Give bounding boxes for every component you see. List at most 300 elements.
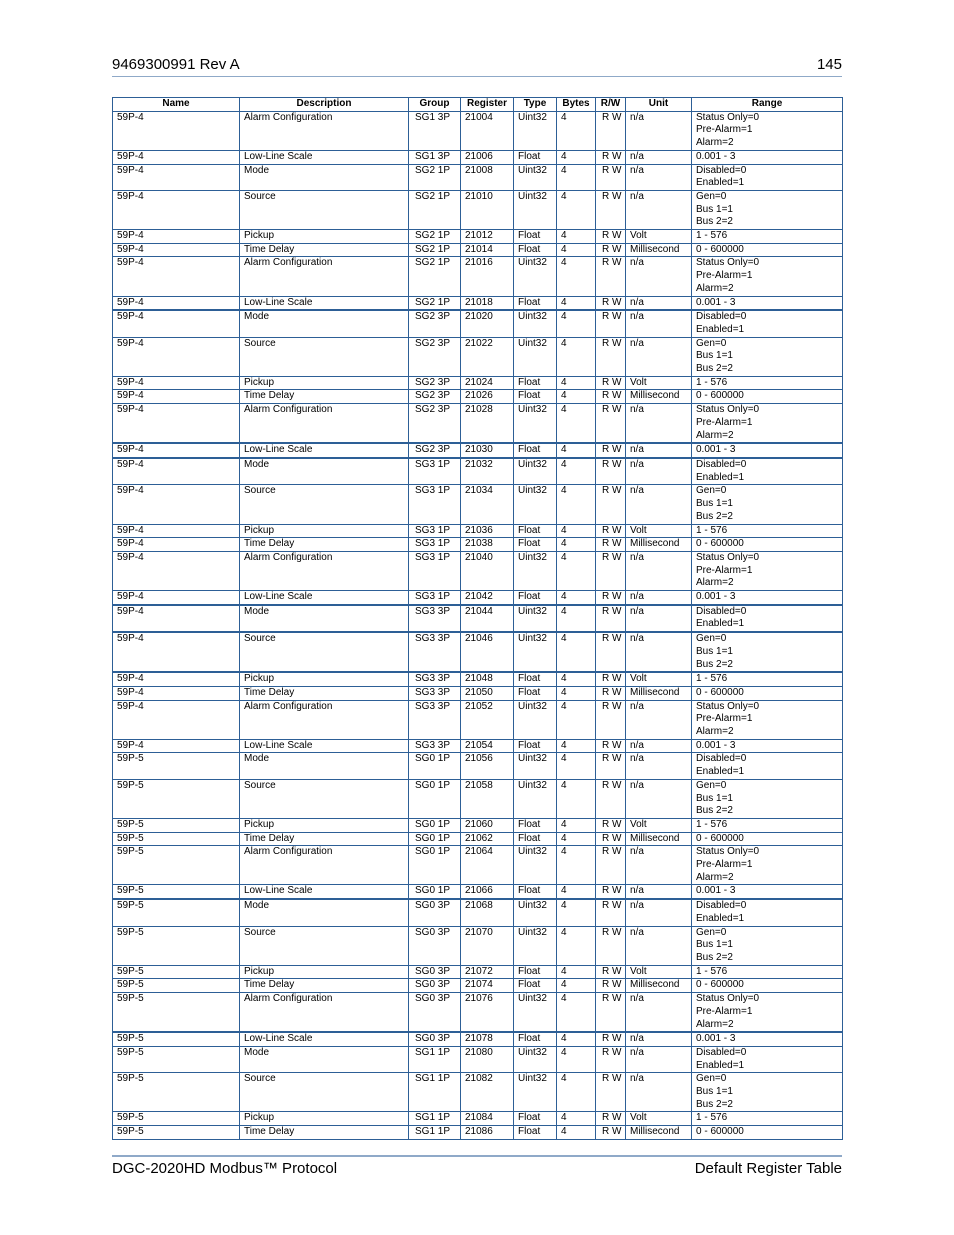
- cell-range: 0 - 600000: [692, 979, 843, 993]
- col-header-register: Register: [461, 98, 514, 112]
- cell-unit: n/a: [626, 779, 692, 818]
- cell-name: 59P-4: [113, 296, 240, 310]
- cell-type: Uint32: [514, 485, 557, 524]
- table-row: [113, 404, 843, 444]
- cell-rw: R W: [596, 753, 626, 779]
- cell-group: SG2 1P: [409, 190, 461, 229]
- cell-type: Float: [514, 1112, 557, 1126]
- cell-description: Time Delay: [240, 243, 409, 257]
- cell-bytes: 4: [557, 979, 596, 993]
- cell-range: 1 - 576: [692, 818, 843, 832]
- cell-type: Uint32: [514, 993, 557, 1033]
- cell-name: 59P-4: [113, 230, 240, 244]
- cell-group: SG3 3P: [409, 686, 461, 700]
- cell-description: Time Delay: [240, 1126, 409, 1140]
- cell-type: Float: [514, 591, 557, 605]
- cell-register: 21048: [461, 672, 514, 686]
- cell-group: SG3 3P: [409, 672, 461, 686]
- table-row: [113, 1032, 843, 1046]
- cell-group: SG1 1P: [409, 1112, 461, 1126]
- cell-rw: R W: [596, 739, 626, 753]
- cell-range: 0.001 - 3: [692, 1032, 843, 1046]
- cell-bytes: 4: [557, 296, 596, 310]
- cell-register: 21018: [461, 296, 514, 310]
- cell-range: Status Only=0 Pre-Alarm=1 Alarm=2: [692, 257, 843, 296]
- table-row: [113, 296, 843, 310]
- cell-register: 21076: [461, 993, 514, 1033]
- cell-type: Float: [514, 885, 557, 899]
- cell-register: 21046: [461, 632, 514, 672]
- cell-description: Alarm Configuration: [240, 993, 409, 1033]
- footer-rule: [112, 1155, 842, 1157]
- cell-rw: R W: [596, 443, 626, 458]
- cell-unit: Millisecond: [626, 538, 692, 552]
- cell-group: SG0 3P: [409, 993, 461, 1033]
- cell-group: SG0 1P: [409, 832, 461, 846]
- cell-range: 0 - 600000: [692, 1126, 843, 1140]
- col-header-bytes: Bytes: [557, 98, 596, 112]
- cell-description: Time Delay: [240, 538, 409, 552]
- cell-range: Status Only=0 Pre-Alarm=1 Alarm=2: [692, 404, 843, 444]
- cell-group: SG0 3P: [409, 1032, 461, 1046]
- header-rule: [112, 76, 842, 77]
- cell-unit: n/a: [626, 190, 692, 229]
- cell-range: Gen=0 Bus 1=1 Bus 2=2: [692, 485, 843, 524]
- table-row: [113, 150, 843, 164]
- cell-rw: R W: [596, 1046, 626, 1072]
- cell-group: SG2 1P: [409, 164, 461, 190]
- cell-unit: n/a: [626, 926, 692, 965]
- cell-description: Low-Line Scale: [240, 1032, 409, 1046]
- cell-register: 21032: [461, 458, 514, 485]
- table-row: [113, 538, 843, 552]
- cell-description: Pickup: [240, 524, 409, 538]
- cell-rw: R W: [596, 376, 626, 390]
- cell-rw: R W: [596, 337, 626, 376]
- cell-group: SG0 1P: [409, 753, 461, 779]
- cell-type: Float: [514, 443, 557, 458]
- cell-bytes: 4: [557, 739, 596, 753]
- cell-register: 21038: [461, 538, 514, 552]
- cell-description: Mode: [240, 899, 409, 926]
- cell-range: 1 - 576: [692, 672, 843, 686]
- cell-range: 0.001 - 3: [692, 885, 843, 899]
- table-row: [113, 686, 843, 700]
- cell-bytes: 4: [557, 243, 596, 257]
- cell-group: SG2 1P: [409, 296, 461, 310]
- cell-group: SG2 3P: [409, 390, 461, 404]
- cell-register: 21022: [461, 337, 514, 376]
- cell-register: 21052: [461, 700, 514, 739]
- cell-register: 21054: [461, 739, 514, 753]
- cell-bytes: 4: [557, 1032, 596, 1046]
- cell-range: Disabled=0 Enabled=1: [692, 164, 843, 190]
- cell-unit: n/a: [626, 591, 692, 605]
- cell-register: 21042: [461, 591, 514, 605]
- cell-register: 21034: [461, 485, 514, 524]
- cell-name: 59P-5: [113, 779, 240, 818]
- cell-rw: R W: [596, 1112, 626, 1126]
- cell-name: 59P-4: [113, 443, 240, 458]
- cell-register: 21070: [461, 926, 514, 965]
- table-row: [113, 443, 843, 458]
- cell-name: 59P-4: [113, 243, 240, 257]
- col-header-type: Type: [514, 98, 557, 112]
- cell-range: 1 - 576: [692, 230, 843, 244]
- cell-name: 59P-4: [113, 739, 240, 753]
- table-row: [113, 310, 843, 337]
- cell-name: 59P-5: [113, 846, 240, 885]
- cell-name: 59P-4: [113, 700, 240, 739]
- cell-bytes: 4: [557, 164, 596, 190]
- cell-unit: n/a: [626, 739, 692, 753]
- cell-name: 59P-4: [113, 190, 240, 229]
- cell-rw: R W: [596, 404, 626, 444]
- cell-bytes: 4: [557, 846, 596, 885]
- cell-range: 1 - 576: [692, 965, 843, 979]
- table-row: [113, 753, 843, 779]
- cell-description: Time Delay: [240, 832, 409, 846]
- cell-unit: Millisecond: [626, 686, 692, 700]
- cell-group: SG3 3P: [409, 739, 461, 753]
- cell-unit: n/a: [626, 1046, 692, 1072]
- cell-unit: n/a: [626, 551, 692, 590]
- cell-unit: Millisecond: [626, 390, 692, 404]
- cell-name: 59P-4: [113, 551, 240, 590]
- cell-type: Uint32: [514, 458, 557, 485]
- table-row: [113, 832, 843, 846]
- cell-rw: R W: [596, 965, 626, 979]
- cell-description: Source: [240, 190, 409, 229]
- cell-description: Pickup: [240, 230, 409, 244]
- cell-bytes: 4: [557, 458, 596, 485]
- table-row: [113, 111, 843, 150]
- cell-range: 0 - 600000: [692, 243, 843, 257]
- cell-register: 21020: [461, 310, 514, 337]
- cell-type: Uint32: [514, 700, 557, 739]
- cell-range: 0 - 600000: [692, 538, 843, 552]
- cell-range: 1 - 576: [692, 376, 843, 390]
- cell-description: Alarm Configuration: [240, 404, 409, 444]
- cell-register: 21024: [461, 376, 514, 390]
- cell-range: 0 - 600000: [692, 832, 843, 846]
- cell-description: Mode: [240, 458, 409, 485]
- cell-type: Uint32: [514, 310, 557, 337]
- cell-bytes: 4: [557, 605, 596, 632]
- cell-group: SG0 1P: [409, 818, 461, 832]
- cell-rw: R W: [596, 899, 626, 926]
- cell-name: 59P-5: [113, 1126, 240, 1140]
- cell-rw: R W: [596, 296, 626, 310]
- table-row: [113, 591, 843, 605]
- cell-name: 59P-5: [113, 1046, 240, 1072]
- cell-register: 21028: [461, 404, 514, 444]
- cell-name: 59P-4: [113, 404, 240, 444]
- cell-bytes: 4: [557, 538, 596, 552]
- cell-group: SG3 1P: [409, 551, 461, 590]
- cell-type: Uint32: [514, 846, 557, 885]
- cell-description: Low-Line Scale: [240, 885, 409, 899]
- cell-bytes: 4: [557, 551, 596, 590]
- cell-bytes: 4: [557, 443, 596, 458]
- cell-description: Mode: [240, 753, 409, 779]
- cell-rw: R W: [596, 164, 626, 190]
- cell-bytes: 4: [557, 672, 596, 686]
- cell-bytes: 4: [557, 230, 596, 244]
- table-row: [113, 376, 843, 390]
- table-row: [113, 632, 843, 672]
- cell-register: 21068: [461, 899, 514, 926]
- col-header-range: Range: [692, 98, 843, 112]
- cell-description: Mode: [240, 164, 409, 190]
- cell-unit: n/a: [626, 700, 692, 739]
- cell-rw: R W: [596, 190, 626, 229]
- cell-type: Uint32: [514, 111, 557, 150]
- table-row: [113, 164, 843, 190]
- cell-description: Time Delay: [240, 686, 409, 700]
- cell-register: 21012: [461, 230, 514, 244]
- cell-range: 0 - 600000: [692, 686, 843, 700]
- table-row: [113, 700, 843, 739]
- col-header-description: Description: [240, 98, 409, 112]
- cell-description: Time Delay: [240, 390, 409, 404]
- table-row: [113, 739, 843, 753]
- cell-unit: n/a: [626, 458, 692, 485]
- cell-range: Disabled=0 Enabled=1: [692, 310, 843, 337]
- cell-bytes: 4: [557, 257, 596, 296]
- cell-register: 21084: [461, 1112, 514, 1126]
- cell-group: SG3 1P: [409, 538, 461, 552]
- cell-type: Float: [514, 296, 557, 310]
- cell-unit: Volt: [626, 965, 692, 979]
- cell-rw: R W: [596, 230, 626, 244]
- cell-register: 21040: [461, 551, 514, 590]
- cell-name: 59P-4: [113, 686, 240, 700]
- cell-type: Uint32: [514, 899, 557, 926]
- cell-group: SG2 3P: [409, 404, 461, 444]
- table-row: [113, 1046, 843, 1072]
- cell-rw: R W: [596, 818, 626, 832]
- footer-product: DGC-2020HD Modbus™ Protocol: [112, 1160, 338, 1177]
- cell-type: Float: [514, 965, 557, 979]
- table-row: [113, 485, 843, 524]
- cell-type: Float: [514, 1126, 557, 1140]
- cell-bytes: 4: [557, 591, 596, 605]
- cell-unit: n/a: [626, 150, 692, 164]
- table-row: [113, 458, 843, 485]
- col-header-rw: R/W: [596, 98, 626, 112]
- cell-bytes: 4: [557, 632, 596, 672]
- cell-bytes: 4: [557, 111, 596, 150]
- cell-rw: R W: [596, 979, 626, 993]
- table-row: [113, 230, 843, 244]
- cell-bytes: 4: [557, 190, 596, 229]
- cell-bytes: 4: [557, 524, 596, 538]
- cell-unit: n/a: [626, 485, 692, 524]
- cell-name: 59P-4: [113, 632, 240, 672]
- cell-unit: n/a: [626, 899, 692, 926]
- cell-register: 21064: [461, 846, 514, 885]
- cell-bytes: 4: [557, 150, 596, 164]
- cell-range: Status Only=0 Pre-Alarm=1 Alarm=2: [692, 111, 843, 150]
- cell-group: SG2 3P: [409, 443, 461, 458]
- cell-type: Uint32: [514, 779, 557, 818]
- cell-register: 21036: [461, 524, 514, 538]
- cell-bytes: 4: [557, 993, 596, 1033]
- cell-type: Uint32: [514, 257, 557, 296]
- cell-description: Mode: [240, 1046, 409, 1072]
- cell-rw: R W: [596, 551, 626, 590]
- cell-name: 59P-4: [113, 485, 240, 524]
- register-table: [112, 97, 843, 1140]
- col-header-group: Group: [409, 98, 461, 112]
- cell-description: Low-Line Scale: [240, 296, 409, 310]
- cell-type: Uint32: [514, 1073, 557, 1112]
- cell-range: Gen=0 Bus 1=1 Bus 2=2: [692, 337, 843, 376]
- cell-unit: n/a: [626, 605, 692, 632]
- cell-unit: Volt: [626, 376, 692, 390]
- cell-type: Float: [514, 524, 557, 538]
- cell-rw: R W: [596, 591, 626, 605]
- cell-type: Float: [514, 150, 557, 164]
- cell-group: SG0 1P: [409, 846, 461, 885]
- cell-description: Source: [240, 337, 409, 376]
- cell-description: Pickup: [240, 1112, 409, 1126]
- cell-name: 59P-4: [113, 337, 240, 376]
- cell-group: SG3 1P: [409, 591, 461, 605]
- cell-type: Float: [514, 1032, 557, 1046]
- cell-group: SG1 1P: [409, 1046, 461, 1072]
- cell-name: 59P-5: [113, 899, 240, 926]
- cell-name: 59P-4: [113, 376, 240, 390]
- cell-unit: Volt: [626, 524, 692, 538]
- cell-bytes: 4: [557, 885, 596, 899]
- cell-type: Uint32: [514, 753, 557, 779]
- cell-type: Float: [514, 818, 557, 832]
- cell-register: 21074: [461, 979, 514, 993]
- cell-group: SG3 1P: [409, 458, 461, 485]
- cell-bytes: 4: [557, 965, 596, 979]
- cell-range: Gen=0 Bus 1=1 Bus 2=2: [692, 632, 843, 672]
- cell-unit: Volt: [626, 818, 692, 832]
- cell-unit: n/a: [626, 111, 692, 150]
- cell-description: Alarm Configuration: [240, 700, 409, 739]
- cell-register: 21060: [461, 818, 514, 832]
- cell-unit: n/a: [626, 885, 692, 899]
- cell-name: 59P-4: [113, 605, 240, 632]
- cell-register: 21006: [461, 150, 514, 164]
- cell-name: 59P-5: [113, 1032, 240, 1046]
- cell-group: SG1 1P: [409, 1126, 461, 1140]
- cell-bytes: 4: [557, 485, 596, 524]
- cell-description: Mode: [240, 310, 409, 337]
- cell-name: 59P-4: [113, 538, 240, 552]
- cell-group: SG0 3P: [409, 899, 461, 926]
- cell-range: Disabled=0 Enabled=1: [692, 753, 843, 779]
- cell-type: Uint32: [514, 164, 557, 190]
- page-number: 145: [816, 56, 842, 73]
- table-row: [113, 337, 843, 376]
- document-number: 9469300991 Rev A: [112, 56, 240, 73]
- cell-type: Uint32: [514, 632, 557, 672]
- cell-type: Float: [514, 243, 557, 257]
- cell-type: Float: [514, 979, 557, 993]
- cell-register: 21086: [461, 1126, 514, 1140]
- cell-rw: R W: [596, 1126, 626, 1140]
- cell-name: 59P-5: [113, 993, 240, 1033]
- cell-group: SG1 3P: [409, 150, 461, 164]
- cell-range: Disabled=0 Enabled=1: [692, 899, 843, 926]
- cell-description: Alarm Configuration: [240, 257, 409, 296]
- cell-unit: n/a: [626, 164, 692, 190]
- table-row: [113, 899, 843, 926]
- cell-register: 21026: [461, 390, 514, 404]
- cell-type: Uint32: [514, 551, 557, 590]
- cell-type: Float: [514, 538, 557, 552]
- cell-register: 21008: [461, 164, 514, 190]
- cell-rw: R W: [596, 700, 626, 739]
- cell-name: 59P-4: [113, 390, 240, 404]
- cell-type: Float: [514, 739, 557, 753]
- cell-bytes: 4: [557, 1046, 596, 1072]
- cell-rw: R W: [596, 310, 626, 337]
- cell-description: Alarm Configuration: [240, 551, 409, 590]
- cell-name: 59P-5: [113, 832, 240, 846]
- cell-register: 21078: [461, 1032, 514, 1046]
- cell-bytes: 4: [557, 818, 596, 832]
- cell-register: 21030: [461, 443, 514, 458]
- cell-range: Gen=0 Bus 1=1 Bus 2=2: [692, 779, 843, 818]
- cell-unit: Volt: [626, 1112, 692, 1126]
- table-row: [113, 390, 843, 404]
- cell-bytes: 4: [557, 376, 596, 390]
- cell-description: Low-Line Scale: [240, 739, 409, 753]
- cell-rw: R W: [596, 111, 626, 150]
- cell-description: Source: [240, 485, 409, 524]
- cell-description: Source: [240, 1073, 409, 1112]
- cell-bytes: 4: [557, 1073, 596, 1112]
- cell-type: Float: [514, 686, 557, 700]
- table-header-row: [113, 98, 843, 112]
- cell-rw: R W: [596, 150, 626, 164]
- cell-register: 21080: [461, 1046, 514, 1072]
- cell-group: SG2 3P: [409, 376, 461, 390]
- cell-bytes: 4: [557, 779, 596, 818]
- cell-range: 1 - 576: [692, 524, 843, 538]
- cell-unit: n/a: [626, 846, 692, 885]
- cell-group: SG3 3P: [409, 632, 461, 672]
- cell-range: 0.001 - 3: [692, 296, 843, 310]
- cell-group: SG2 3P: [409, 337, 461, 376]
- cell-group: SG1 1P: [409, 1073, 461, 1112]
- cell-rw: R W: [596, 257, 626, 296]
- cell-type: Uint32: [514, 926, 557, 965]
- cell-rw: R W: [596, 846, 626, 885]
- cell-register: 21044: [461, 605, 514, 632]
- table-row: [113, 926, 843, 965]
- footer-section: Default Register Table: [694, 1160, 842, 1177]
- cell-unit: n/a: [626, 632, 692, 672]
- cell-range: 0.001 - 3: [692, 150, 843, 164]
- cell-rw: R W: [596, 524, 626, 538]
- page-header: [112, 56, 842, 76]
- cell-range: Disabled=0 Enabled=1: [692, 458, 843, 485]
- table-row: [113, 524, 843, 538]
- cell-bytes: 4: [557, 404, 596, 444]
- table-row: [113, 1126, 843, 1140]
- cell-rw: R W: [596, 243, 626, 257]
- cell-unit: Millisecond: [626, 243, 692, 257]
